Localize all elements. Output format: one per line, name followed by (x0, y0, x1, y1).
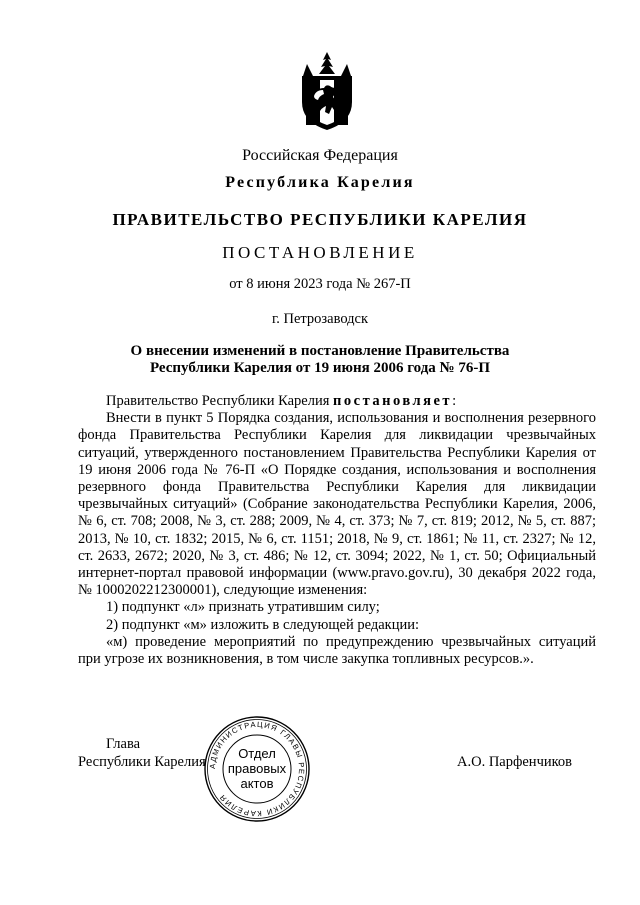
signature-title-line-1: Глава (106, 736, 141, 752)
federation-line: Российская Федерация (242, 147, 398, 164)
document-subject (0, 343, 640, 377)
item-2-text: «м) проведение мероприятий по предупреждению чрезвычайных ситуаций при угрозе их возникновения, в том числе закупка топливных ресурсов.». (78, 633, 596, 668)
stamp-ring-text: АДМИНИСТРАЦИЯ ГЛАВЫ РЕСПУБЛИКИ КАРЕЛИЯ (207, 719, 307, 819)
signature-title-line-2: Республики Карелия (78, 754, 206, 770)
intro-prefix: Правительство Республики Карелия (106, 393, 334, 409)
document-date-number: от 8 июня 2023 года № 267-П (229, 276, 411, 292)
subject-line-1: О внесении изменений в постановление Правительства (130, 343, 510, 359)
stamp-center-line-2: правовых (227, 761, 287, 776)
intro-paragraph (78, 393, 596, 410)
document-body (78, 393, 596, 668)
karelia-coat-of-arms-icon (296, 50, 358, 132)
subject-line-2: Республики Карелия от 19 июня 2006 года № 76-П (149, 360, 491, 376)
stamp-center-line-1: Отдел (238, 746, 276, 761)
document-city: г. Петрозаводск (271, 311, 369, 327)
government-title: ПРАВИТЕЛЬСТВО РЕСПУБЛИКИ КАРЕЛИЯ (112, 210, 528, 229)
main-paragraph: Внести в пункт 5 Порядка создания, использования и восполнения резервного фонда Правительства Республики Карелия для ликвидации чрезвычайных ситуаций, утвержденного постановлением Правительства Республики Карелия от 19 июня 2006 года № 76-П «О Порядке создания, использования и восполнения резервного фонда Правительства Республики Карелия для ликвидации чрезвычайных ситуаций» (Собрание законодательства Республики Карелия, 2006, № 6, ст. 708; 2008, № 3, ст. 288; 2009, № 4, ст. 373; № 7, ст. 819; 2012, № 5, ст. 887; 2013, № 10, ст. 1832; 2015, № 6, ст. 1151; 2018, № 9, ст. 1861; № 11, ст. 2327; № 12, ст. 2633, 2672; 2020, № 3, ст. 486; № 12, ст. 3094; 2022, № 1, ст. 50; Официальный интернет-портал правовой информации (www.pravo.gov.ru), 30 декабря 2022 года, № 1000202212300001), следующие изменения: (78, 410, 596, 599)
document-type: ПОСТАНОВЛЕНИЕ (222, 243, 418, 262)
item-1: 1) подпункт «л» признать утратившим силу; (106, 599, 380, 616)
stamp-center-line-3: актов (240, 776, 274, 791)
item-2: 2) подпункт «м» изложить в следующей редакции: (106, 616, 420, 633)
intro-keyword: постановляет (333, 393, 453, 409)
signature-name: А.О. Парфенчиков (457, 754, 573, 770)
republic-line: Республика Карелия (225, 174, 415, 191)
intro-suffix: : (452, 393, 457, 409)
official-stamp (202, 714, 312, 824)
